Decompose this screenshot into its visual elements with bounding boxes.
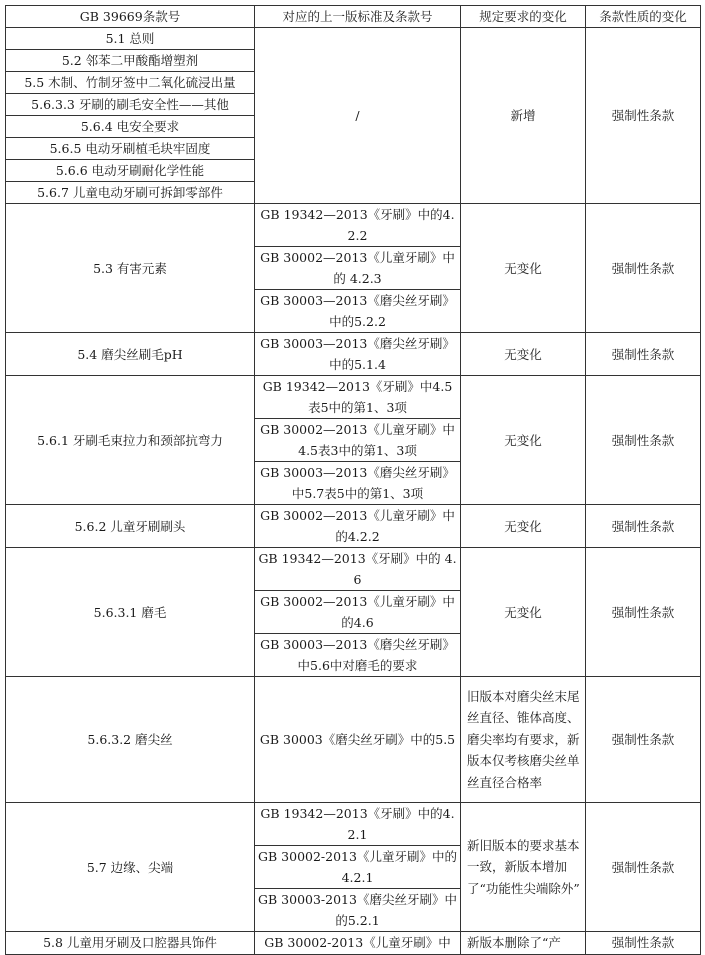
nature-cell: 强制性条款 xyxy=(586,932,701,955)
header-cell: 规定要求的变化 xyxy=(461,6,586,28)
clause-cell: 5.5 木制、竹制牙签中二氧化硫浸出量 xyxy=(6,72,255,94)
table-row xyxy=(6,28,701,50)
table-row xyxy=(6,803,701,846)
nature-cell: 强制性条款 xyxy=(586,548,701,677)
change-cell: 无变化 xyxy=(461,333,586,376)
prev-standard-cell: GB 30003-2013《磨尖丝牙刷》中的5.2.1 xyxy=(255,889,461,932)
prev-standard-cell: GB 19342—2013《牙刷》中的 4.6 xyxy=(255,548,461,591)
table-row xyxy=(6,376,701,419)
prev-standard-cell: GB 30003《磨尖丝牙刷》中的5.5 xyxy=(255,677,461,803)
clause-cell: 5.7 边缘、尖端 xyxy=(6,803,255,932)
table-row xyxy=(6,677,701,803)
change-cell: 新旧版本的要求基本一致，新版本增加了“功能性尖端除外” xyxy=(461,803,586,932)
clause-cell: 5.6.4 电安全要求 xyxy=(6,116,255,138)
change-cell: 无变化 xyxy=(461,548,586,677)
clause-cell: 5.3 有害元素 xyxy=(6,204,255,333)
prev-standard-cell: GB 30002—2013《儿童牙刷》中的4.2.2 xyxy=(255,505,461,548)
clause-cell: 5.6.3.3 牙刷的刷毛安全性——其他 xyxy=(6,94,255,116)
prev-standard-cell: GB 30002—2013《儿童牙刷》中的 4.2.3 xyxy=(255,247,461,290)
prev-standard-cell: GB 30003—2013《磨尖丝牙刷》中5.7表5中的第1、3项 xyxy=(255,462,461,505)
nature-cell: 强制性条款 xyxy=(586,376,701,505)
prev-standard-cell: GB 30003—2013《磨尖丝牙刷》中5.6中对磨毛的要求 xyxy=(255,634,461,677)
change-cell: 无变化 xyxy=(461,505,586,548)
table-row xyxy=(6,333,701,376)
change-cell: 旧版本对磨尖丝末尾丝直径、锥体高度、磨尖率均有要求，新版本仅考核磨尖丝单丝直径合格率 xyxy=(461,677,586,803)
clause-cell: 5.6.1 牙刷毛束拉力和颈部抗弯力 xyxy=(6,376,255,505)
nature-cell: 强制性条款 xyxy=(586,803,701,932)
clause-cell: 5.6.3.1 磨毛 xyxy=(6,548,255,677)
table-row xyxy=(6,932,701,955)
clause-cell: 5.2 邻苯二甲酸酯增塑剂 xyxy=(6,50,255,72)
clause-cell: 5.6.3.2 磨尖丝 xyxy=(6,677,255,803)
header-cell: 对应的上一版标准及条款号 xyxy=(255,6,461,28)
table-row xyxy=(6,505,701,548)
prev-standard-cell: GB 30002—2013《儿童牙刷》中4.5表3中的第1、3项 xyxy=(255,419,461,462)
clause-cell: 5.8 儿童用牙刷及口腔器具饰件 xyxy=(6,932,255,955)
change-cell: 新版本删除了“产 xyxy=(461,932,586,955)
header-row xyxy=(6,6,701,28)
nature-cell: 强制性条款 xyxy=(586,333,701,376)
prev-standard-cell: GB 19342—2013《牙刷》中4.5表5中的第1、3项 xyxy=(255,376,461,419)
clause-cell: 5.6.5 电动牙刷植毛块牢固度 xyxy=(6,138,255,160)
prev-standard-cell: GB 19342—2013《牙刷》中的4.2.2 xyxy=(255,204,461,247)
nature-cell: 强制性条款 xyxy=(586,204,701,333)
header-cell: 条款性质的变化 xyxy=(586,6,701,28)
change-cell: 无变化 xyxy=(461,376,586,505)
prev-standard-cell: GB 30002—2013《儿童牙刷》中的4.6 xyxy=(255,591,461,634)
table-row xyxy=(6,548,701,591)
change-cell: 无变化 xyxy=(461,204,586,333)
change-cell: 新增 xyxy=(461,28,586,204)
prev-standard-cell: GB 30003—2013《磨尖丝牙刷》中的5.2.2 xyxy=(255,290,461,333)
clause-cell: 5.6.7 儿童电动牙刷可拆卸零部件 xyxy=(6,182,255,204)
prev-standard-cell: GB 30002-2013《儿童牙刷》中 xyxy=(255,932,461,955)
prev-standard-cell: GB 19342—2013《牙刷》中的4.2.1 xyxy=(255,803,461,846)
table-row xyxy=(6,204,701,247)
nature-cell: 强制性条款 xyxy=(586,677,701,803)
clause-cell: 5.1 总则 xyxy=(6,28,255,50)
prev-standard-cell: GB 30002-2013《儿童牙刷》中的4.2.1 xyxy=(255,846,461,889)
header-cell: GB 39669条款号 xyxy=(6,6,255,28)
standard-comparison-table xyxy=(5,5,701,955)
clause-cell: 5.4 磨尖丝刷毛pH xyxy=(6,333,255,376)
clause-cell: 5.6.6 电动牙刷耐化学性能 xyxy=(6,160,255,182)
prev-standard-cell: / xyxy=(255,28,461,204)
clause-cell: 5.6.2 儿童牙刷刷头 xyxy=(6,505,255,548)
nature-cell: 强制性条款 xyxy=(586,28,701,204)
nature-cell: 强制性条款 xyxy=(586,505,701,548)
prev-standard-cell: GB 30003—2013《磨尖丝牙刷》中的5.1.4 xyxy=(255,333,461,376)
